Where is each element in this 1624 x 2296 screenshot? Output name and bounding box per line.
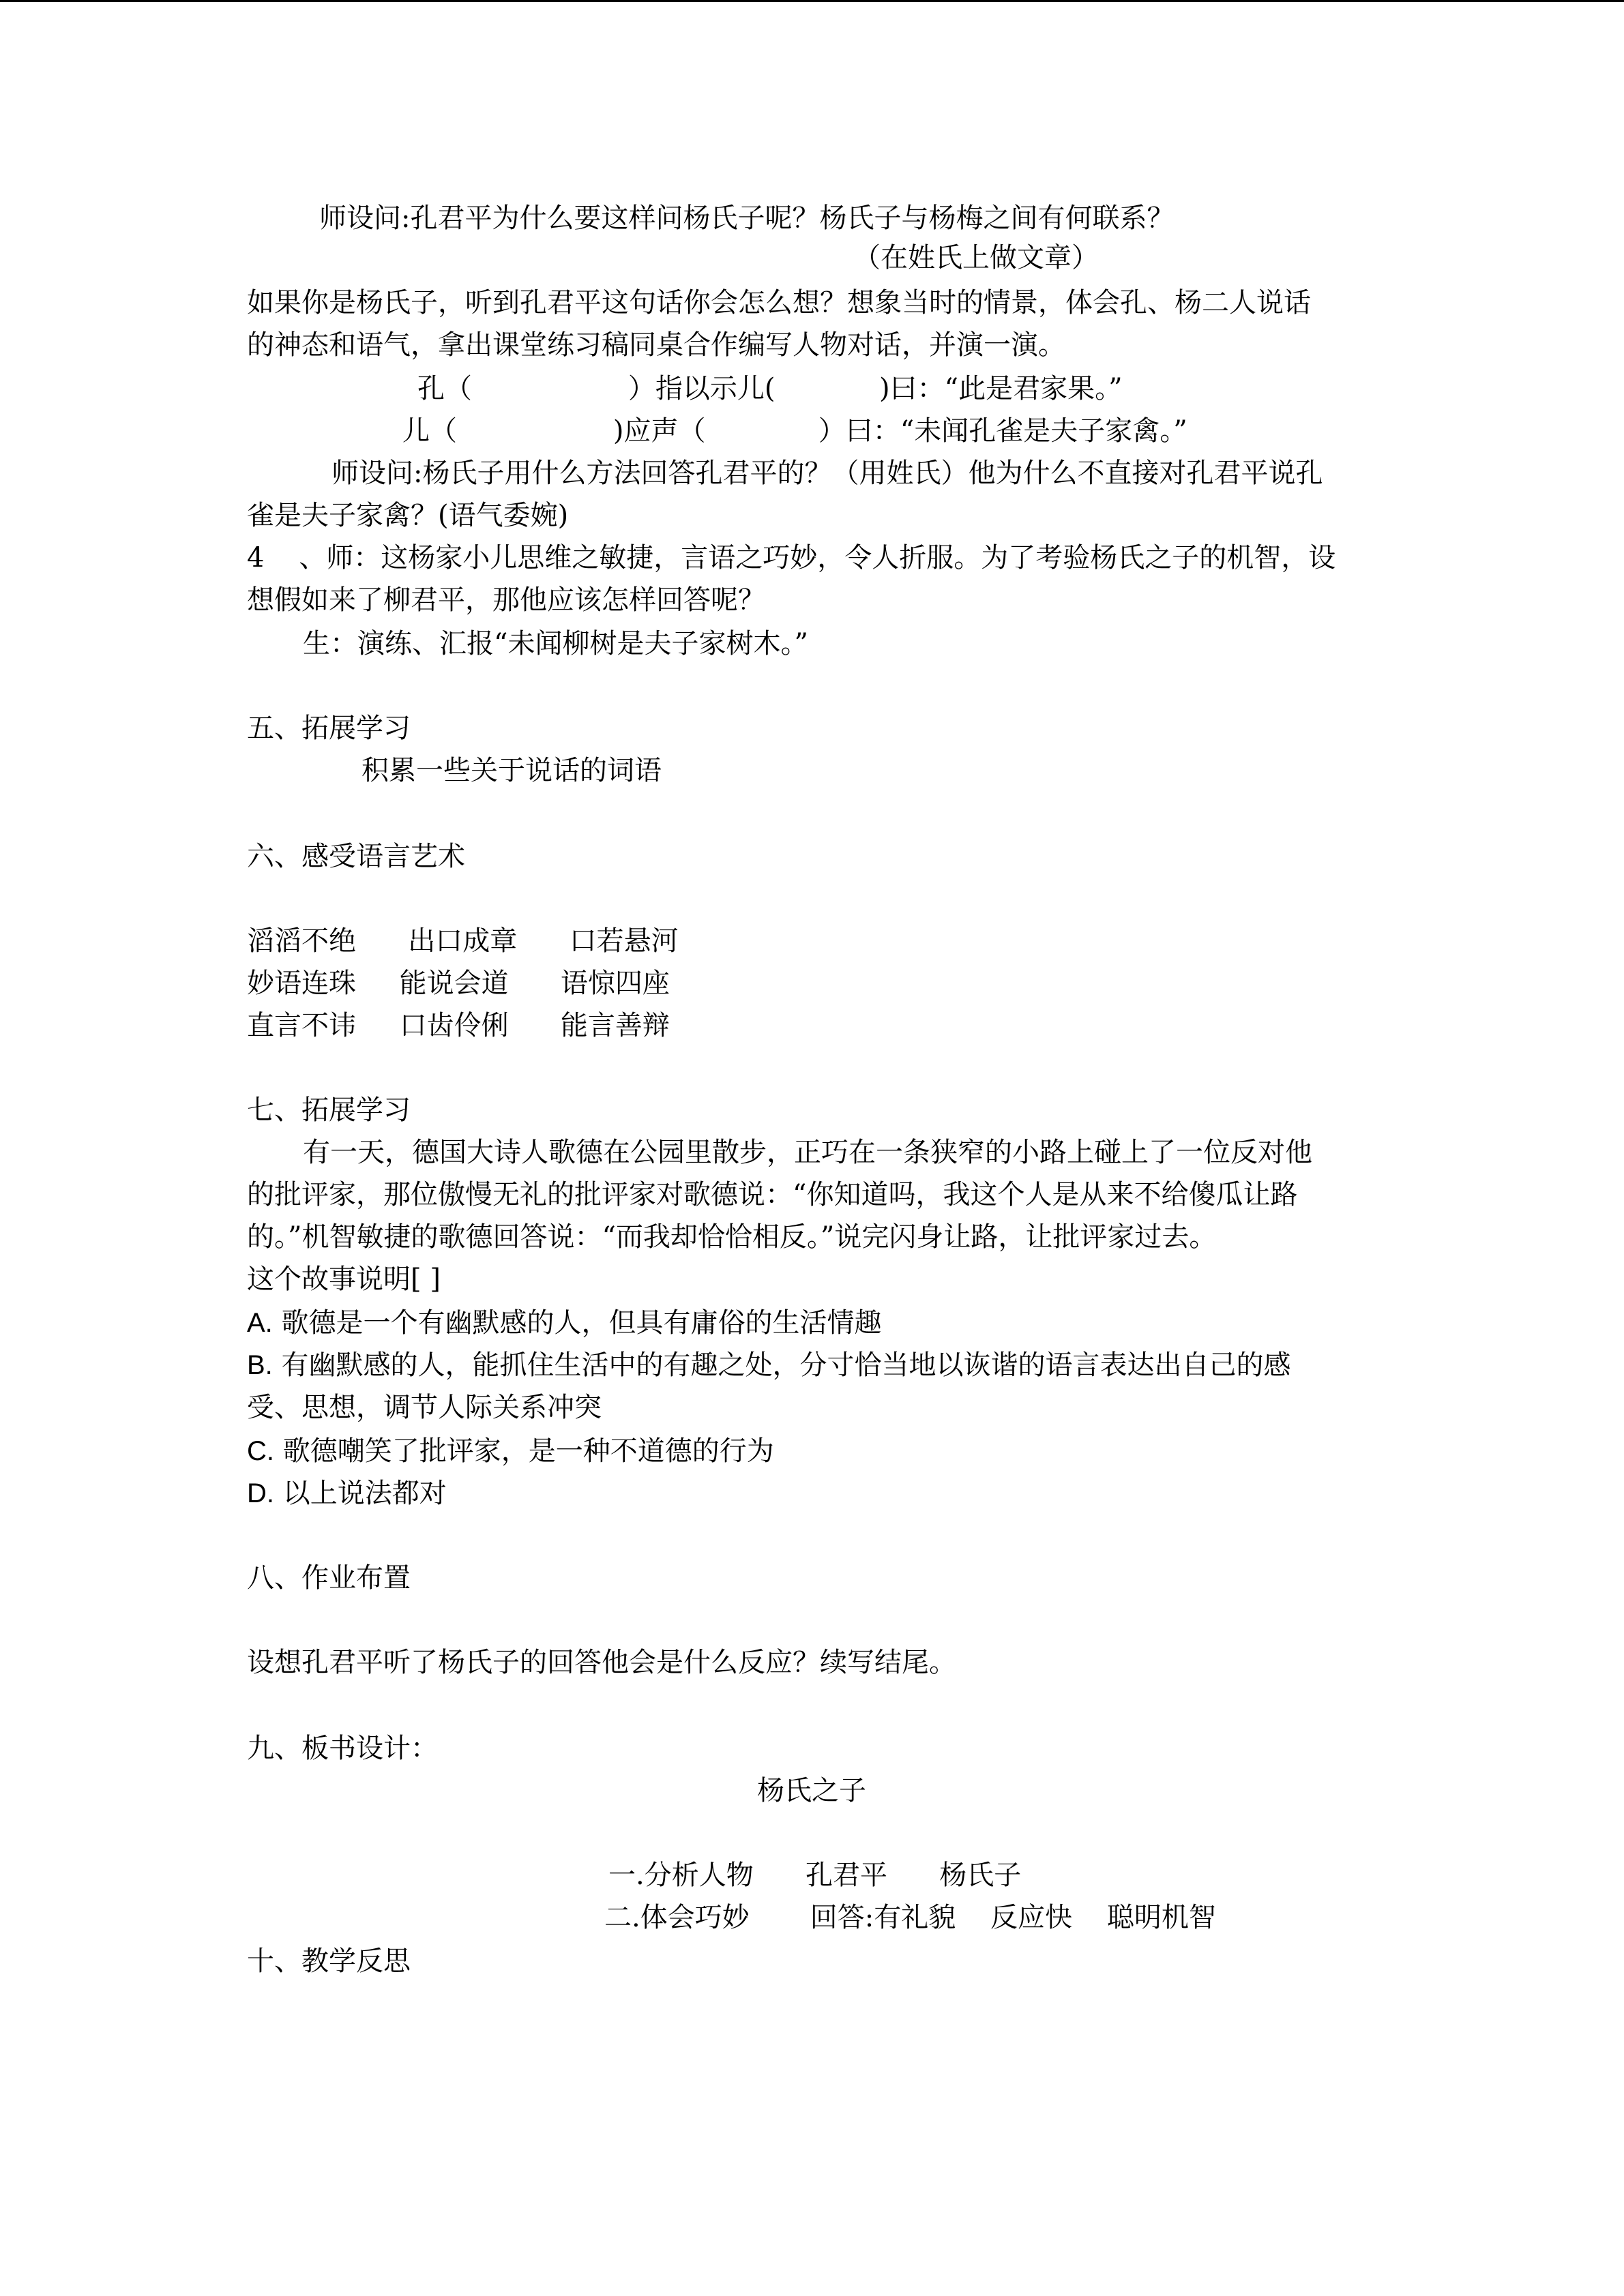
option-d — [247, 1476, 447, 1511]
imagine-instruction-line-2: 的神态和语气，拿出课堂练习稿同桌合作编写人物对话，并演一演。 — [247, 329, 1065, 361]
item-4-line-1: 4 、师：这杨家小儿思维之敏捷，言语之巧妙，令人折服。为了考验杨氏之子的机智，设 — [247, 542, 1336, 573]
story-question: 这个故事说明[ ] — [247, 1264, 441, 1295]
story-line-2: 的批评家，那位傲慢无礼的批评家对歌德说：“你知道吗，我这个人是从来不给傻瓜让路 — [247, 1179, 1298, 1210]
option-b-letter: B. — [247, 1350, 273, 1380]
teacher-question-1: 师设问:孔君平为什么要这样问杨氏子呢？杨氏子与杨梅之间有何联系？ — [319, 203, 1175, 234]
option-b-text: 有幽默感的人，能抓住生活中的有趣之处，分寸恰当地以诙谐的语言表达出自己的感 — [281, 1350, 1291, 1381]
option-b-line-1 — [247, 1347, 1291, 1383]
teacher-question-2-line-1: 师设问:杨氏子用什么方法回答孔君平的？（用姓氏）他为什么不直接对孔君平说孔 — [331, 458, 1323, 489]
teacher-question-2-line-2: 雀是夫子家禽？(语气委婉) — [247, 500, 569, 531]
option-a-letter: A. — [247, 1308, 273, 1338]
section-9-heading: 九、板书设计： — [247, 1733, 438, 1764]
board-title: 杨氏之子 — [757, 1775, 866, 1806]
option-d-text: 以上说法都对 — [282, 1478, 447, 1509]
section-5-body: 积累一些关于说话的词语 — [361, 755, 662, 786]
student-response: 生：演练、汇报“未闻柳树是夫子家树木。” — [303, 628, 808, 659]
idioms-row-2: 妙语连珠 能说会道 语惊四座 — [247, 968, 670, 999]
page-top-border — [0, 0, 1624, 2]
section-8-heading: 八、作业布置 — [247, 1562, 411, 1594]
item-4-line-2: 想假如来了柳君平，那他应该怎样回答呢？ — [247, 584, 765, 616]
dialog-line-kong: 孔（ ）指以示儿( )曰：“此是君家果。” — [417, 373, 1123, 404]
section-7-heading: 七、拓展学习 — [247, 1094, 411, 1126]
section-6-heading: 六、感受语言艺术 — [247, 841, 465, 872]
imagine-instruction-line-1: 如果你是杨氏子，听到孔君平这句话你会怎么想？想象当时的情景，体会孔、杨二人说话 — [247, 287, 1311, 318]
idioms-row-1: 滔滔不绝 出口成章 口若悬河 — [247, 925, 679, 957]
story-line-1: 有一天，德国大诗人歌德在公园里散步，正巧在一条狭窄的小路上碰上了一位反对他 — [303, 1137, 1312, 1168]
board-line-2: 二.体会巧妙 回答:有礼貌 反应快 聪明机智 — [604, 1902, 1216, 1933]
story-line-3: 的。”机智敏捷的歌德回答说：“而我却恰恰相反。”说完闪身让路，让批评家过去。 — [247, 1221, 1217, 1253]
homework-text: 设想孔君平听了杨氏子的回答他会是什么反应？续写结尾。 — [247, 1647, 956, 1678]
section-10-heading: 十、教学反思 — [247, 1945, 411, 1977]
board-line-1: 一.分析人物 孔君平 杨氏子 — [608, 1860, 1022, 1891]
option-c-letter: C. — [247, 1436, 274, 1466]
option-b-line-2: 受、思想，调节人际关系冲突 — [247, 1392, 602, 1423]
option-c — [247, 1433, 774, 1469]
section-5-heading: 五、拓展学习 — [247, 713, 411, 744]
option-a — [247, 1305, 882, 1341]
option-d-letter: D. — [247, 1478, 274, 1508]
option-a-text: 歌德是一个有幽默感的人，但具有庸俗的生活情趣 — [281, 1307, 882, 1339]
option-c-text: 歌德嘲笑了批评家，是一种不道德的行为 — [282, 1435, 774, 1467]
idioms-row-3: 直言不讳 口齿伶俐 能言善辩 — [247, 1010, 670, 1041]
dialog-line-er: 儿（ )应声（ ）曰：“未闻孔雀是夫子家禽。” — [402, 415, 1187, 447]
teacher-question-1-hint: （在姓氏上做文章） — [853, 242, 1099, 273]
